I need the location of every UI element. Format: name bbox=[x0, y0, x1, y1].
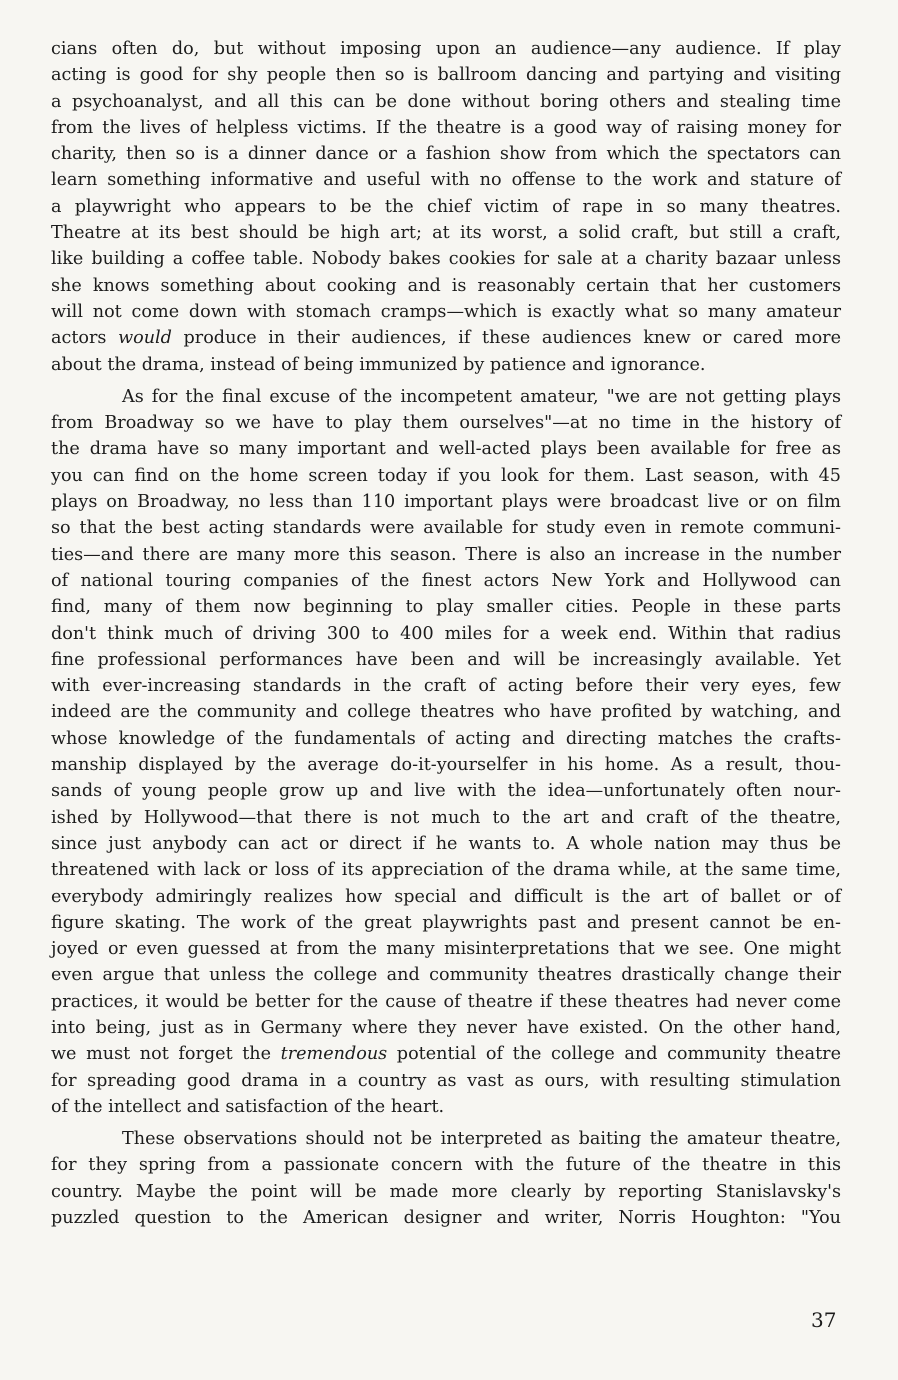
text-line: actors would produce in their audiences, if these audiences knew or cared more bbox=[51, 328, 842, 349]
text-line: from the lives of helpless victims. If the theatre is a good way of raising money for bbox=[51, 117, 841, 138]
text-line: about the drama, instead of being immunized by patience and ignorance. bbox=[51, 354, 706, 375]
text-line: acting is good for shy people then so is ballroom dancing and partying and visiting bbox=[51, 65, 841, 86]
emphasis: tremendous bbox=[280, 1044, 388, 1065]
text-line: whose knowledge of the fundamentals of acting and directing matches the crafts- bbox=[51, 728, 841, 749]
text-line: indeed are the community and college theatres who have profited by watching, and bbox=[51, 702, 841, 723]
text-line: threatened with lack or loss of its appreciation of the drama while, at the same time, bbox=[51, 860, 841, 881]
text-line: cians often do, but without imposing upon an audience—any audience. If play bbox=[51, 39, 841, 59]
text-line: don't think much of driving 300 to 400 miles for a week end. Within that radius bbox=[51, 623, 841, 644]
text-line: will not come down with stomach cramps—which is exactly what so many amateur bbox=[51, 301, 841, 322]
page-number: 37 bbox=[811, 1308, 837, 1332]
text-line: of the intellect and satisfaction of the heart. bbox=[51, 1096, 445, 1117]
text-line: for spreading good drama in a country as vast as ours, with resulting stimulation bbox=[51, 1070, 841, 1091]
text-line: a psychoanalyst, and all this can be done without boring others and stealing time bbox=[51, 91, 841, 112]
text-line: even argue that unless the college and community theatres drastically change their bbox=[51, 965, 841, 986]
text-line: the drama have so many important and well-acted plays been available for free as bbox=[51, 439, 841, 460]
text-line: we must not forget the tremendous potential of the college and community theatre bbox=[51, 1044, 841, 1065]
text-line: As for the final excuse of the incompetent amateur, "we are not getting plays bbox=[122, 386, 841, 407]
text-line: Theatre at its best should be high art; at its worst, a solid craft, but still a craft, bbox=[51, 223, 841, 244]
text-line: figure skating. The work of the great playwrights past and present cannot be en- bbox=[51, 912, 841, 933]
text-line: puzzled question to the American designer and writer, Norris Houghton: "You bbox=[51, 1208, 841, 1229]
text-line: for they spring from a passionate concern with the future of the theatre in this bbox=[51, 1155, 841, 1176]
text-line: fine professional performances have been and will be increasingly available. Yet bbox=[51, 649, 841, 670]
text-line: since just anybody can act or direct if he wants to. A whole nation may thus be bbox=[51, 833, 841, 854]
text-line: practices, it would be better for the cause of theatre if these theatres had never come bbox=[51, 991, 841, 1012]
page-body bbox=[51, 36, 841, 1237]
text-line: ished by Hollywood—that there is not much to the art and craft of the theatre, bbox=[51, 807, 841, 828]
text-line: plays on Broadway, no less than 110 important plays were broadcast live or on film bbox=[51, 492, 841, 513]
text-line: like building a coffee table. Nobody bakes cookies for sale at a charity bazaar unless bbox=[51, 249, 841, 270]
text-line: from Broadway so we have to play them ourselves"—at no time in the history of bbox=[51, 413, 841, 434]
text-line: sands of young people grow up and live with the idea—unfortunately often nour- bbox=[51, 781, 841, 802]
text-line: she knows something about cooking and is reasonably certain that her customers bbox=[51, 275, 841, 296]
text-line: you can find on the home screen today if you look for them. Last season, with 45 bbox=[51, 465, 841, 486]
paragraph-3 bbox=[51, 1126, 841, 1231]
text-line: learn something informative and useful with no offense to the work and stature of bbox=[51, 170, 841, 191]
text-line: joyed or even guessed at from the many misinterpretations that we see. One might bbox=[51, 939, 841, 960]
paragraph-1 bbox=[51, 36, 841, 378]
text-line: everybody admiringly realizes how special and difficult is the art of ballet or of bbox=[51, 886, 841, 907]
text-line: with ever-increasing standards in the craft of acting before their very eyes, few bbox=[51, 676, 841, 697]
paragraph-2 bbox=[51, 384, 841, 1120]
text-line: charity, then so is a dinner dance or a fashion show from which the spectators can bbox=[51, 144, 841, 165]
text-line: country. Maybe the point will be made more clearly by reporting Stanislavsky's bbox=[51, 1181, 841, 1202]
text-line: ties—and there are many more this season. There is also an increase in the number bbox=[51, 544, 841, 565]
text-line: into being, just as in Germany where they never have existed. On the other hand, bbox=[51, 1017, 841, 1038]
text-line: find, many of them now beginning to play smaller cities. People in these parts bbox=[51, 597, 841, 618]
text-line: manship displayed by the average do-it-yourselfer in his home. As a result, thou- bbox=[51, 755, 841, 776]
emphasis: would bbox=[118, 328, 172, 349]
text-line: of national touring companies of the finest actors New York and Hollywood can bbox=[51, 570, 841, 591]
text-line: a playwright who appears to be the chief victim of rape in so many theatres. bbox=[51, 196, 841, 217]
text-line: so that the best acting standards were available for study even in remote communi- bbox=[51, 518, 841, 539]
text-line: These observations should not be interpreted as baiting the amateur theatre, bbox=[122, 1129, 841, 1150]
